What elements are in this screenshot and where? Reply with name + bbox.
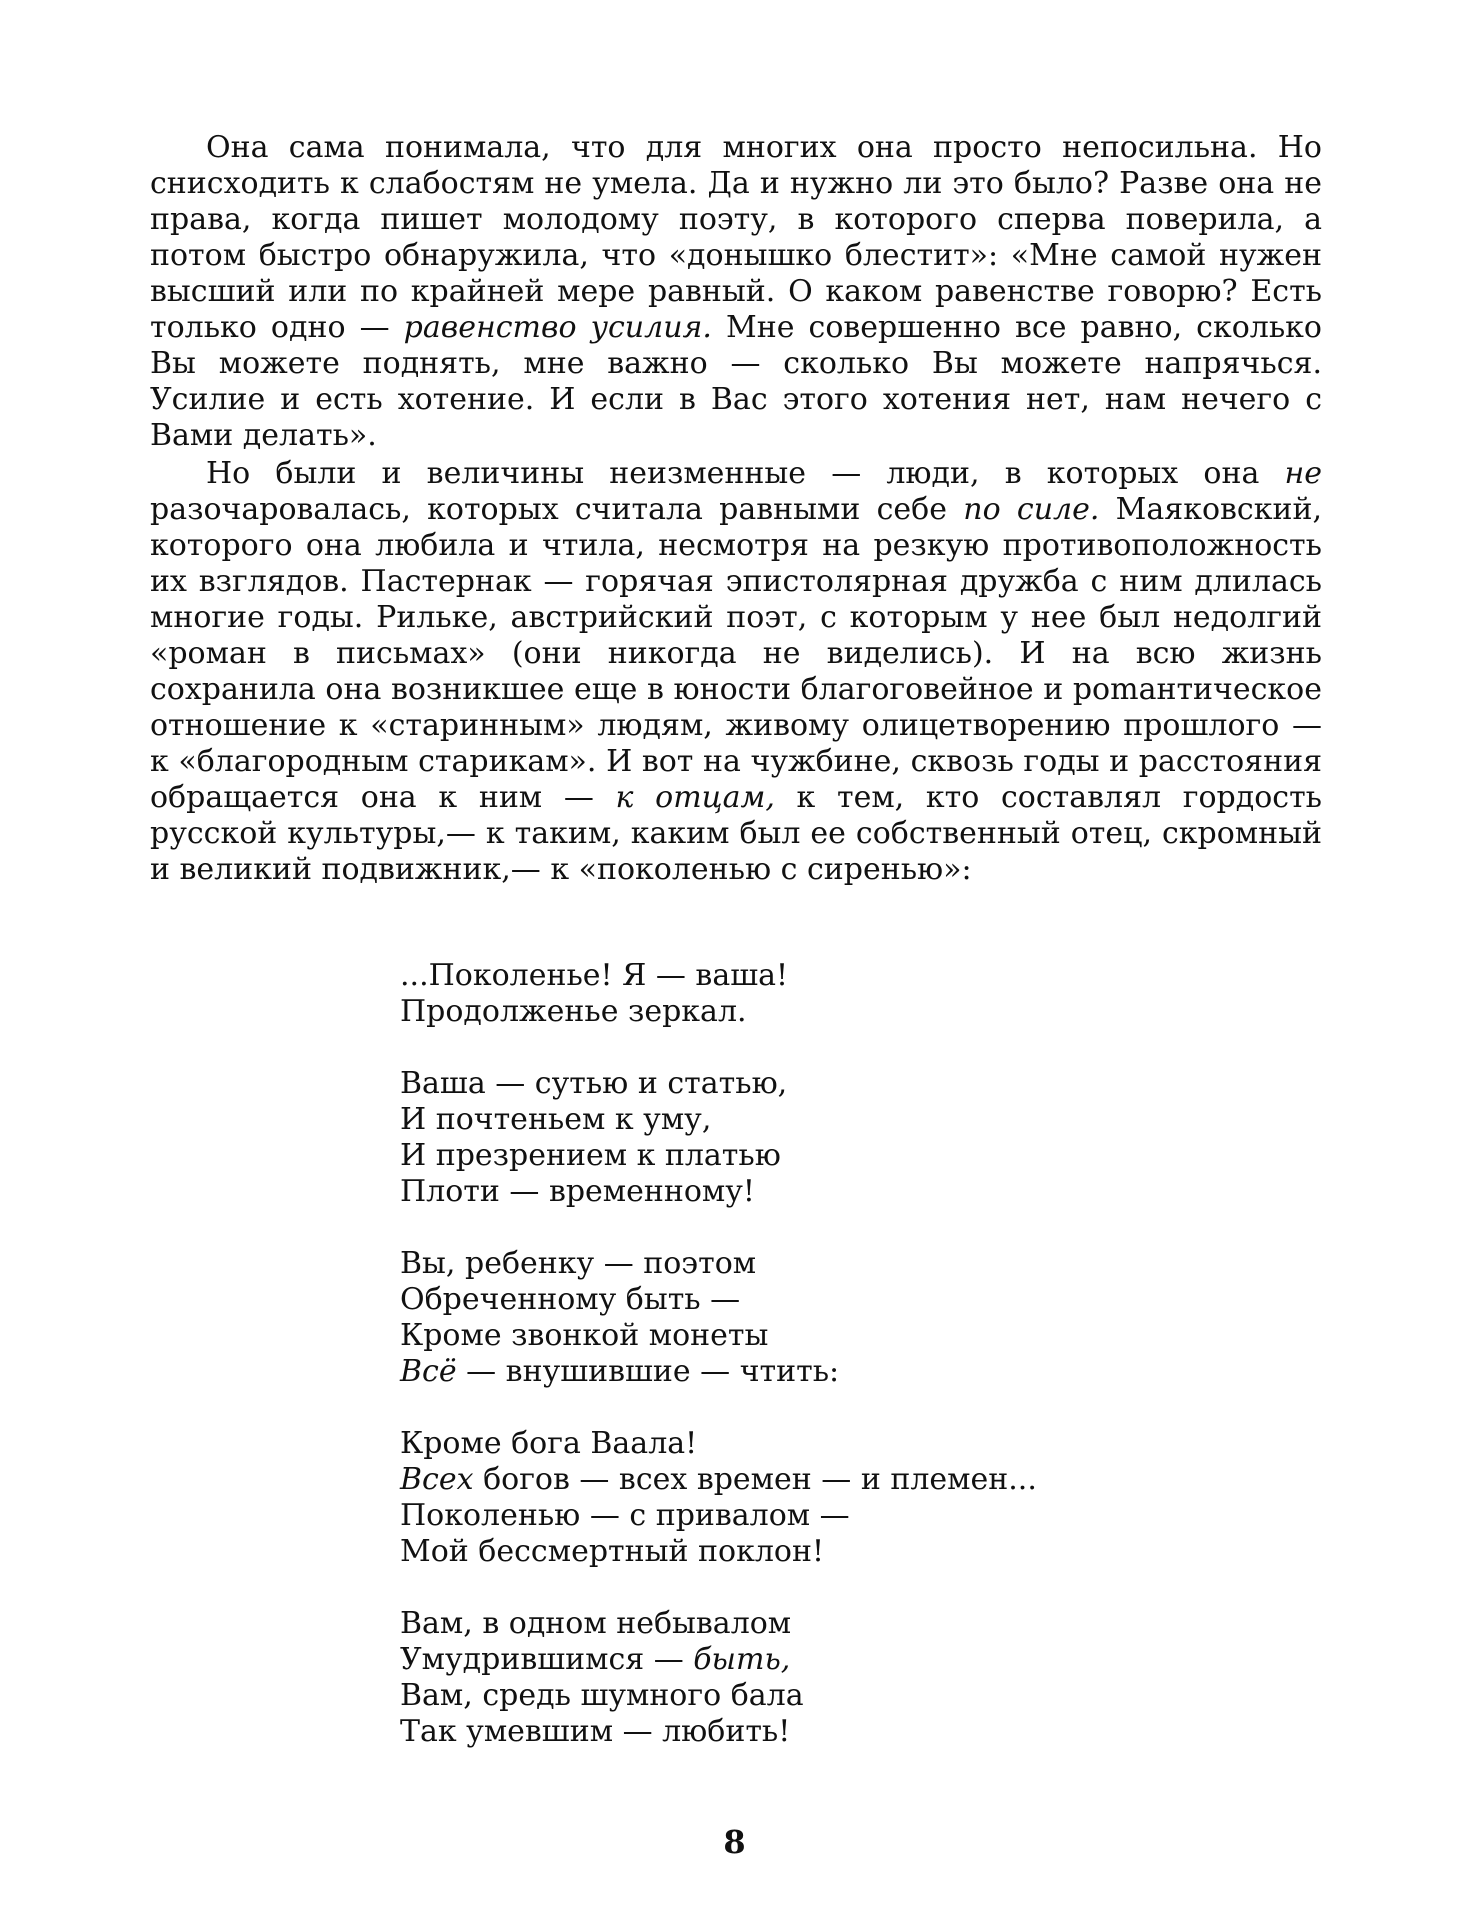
verse-line <box>400 1066 1160 1102</box>
prose-block <box>150 130 1322 888</box>
poem <box>400 958 1160 1786</box>
text-segment: Но были и величины неизменные — люди, в которых она <box>206 456 1285 491</box>
text-segment: разочаровалась, которых считала равными себе <box>150 492 964 527</box>
paragraph <box>150 130 1322 454</box>
text-segment: ...Поколенье! Я — ваша! <box>400 958 789 993</box>
verse-line <box>400 958 1160 994</box>
italic-segment: не <box>1284 456 1322 491</box>
text-segment: Она сама понимала, что для многих она просто непосильна. Но снисходить к слабостям не умела. Да и нужно ли это было? Разве она не права, когда пишет молодому поэту, в которого сперва поверила, а потом быстро обнаружила, что «донышко блестит»: «Мне самой нужен высший или по крайней мере равный. О каком равенстве говорю? Есть только одно — <box>150 130 1322 345</box>
stanza <box>400 1606 1160 1750</box>
verse-line <box>400 1354 1160 1390</box>
text-segment: Обреченному быть — <box>400 1282 741 1317</box>
verse-line <box>400 1534 1160 1570</box>
italic-segment: Всех <box>400 1462 474 1497</box>
verse-line <box>400 1102 1160 1138</box>
page-number: 8 <box>723 1823 746 1861</box>
verse-line <box>400 1642 1160 1678</box>
verse-line <box>400 1426 1160 1462</box>
text-segment: Вам, в одном небывалом <box>400 1606 792 1641</box>
italic-segment: Всё <box>400 1354 457 1389</box>
text-segment: И почтеньем к уму, <box>400 1102 712 1137</box>
italic-segment: к отцам, <box>615 780 775 815</box>
text-segment: Поколенью — с привалом — <box>400 1498 850 1533</box>
italic-segment: быть, <box>693 1642 791 1677</box>
stanza <box>400 958 1160 1030</box>
text-segment: Вам, средь шумного бала <box>400 1678 804 1713</box>
text-segment: — внушившие — чтить: <box>456 1354 840 1389</box>
text-segment: И презрением к платью <box>400 1138 781 1173</box>
text-segment: Вы, ребенку — поэтом <box>400 1246 757 1281</box>
text-segment: Ваша — сутью и статью, <box>400 1066 788 1101</box>
verse-line <box>400 1606 1160 1642</box>
text-segment: Плоти — временному! <box>400 1174 755 1209</box>
stanza <box>400 1426 1160 1570</box>
verse-line <box>400 1318 1160 1354</box>
verse-line <box>400 1462 1160 1498</box>
text-segment: богов — всех времен — и племен... <box>473 1462 1037 1497</box>
text-segment: Так умевшим — любить! <box>400 1714 791 1749</box>
verse-line <box>400 1714 1160 1750</box>
verse-line <box>400 1174 1160 1210</box>
verse-line <box>400 1138 1160 1174</box>
text-segment: Кроме звонкой монеты <box>400 1318 769 1353</box>
verse-line <box>400 1282 1160 1318</box>
text-segment: Мой бессмертный поклон! <box>400 1534 824 1569</box>
italic-segment: по силе. <box>963 492 1100 527</box>
verse-line <box>400 1678 1160 1714</box>
verse-line <box>400 994 1160 1030</box>
verse-line <box>400 1498 1160 1534</box>
text-segment: Мне совершенно все равно, сколько Вы можете поднять, мне важно — сколько Вы можете напрячься. Усилие и есть хотение. И если в Вас этого хотения нет, нам нечего с Вами делать». <box>150 310 1322 453</box>
stanza <box>400 1066 1160 1210</box>
text-segment: к тем, кто составлял гордость русской культуры,— к таким, каким был ее собственный отец, скромный и великий подвижник,— к «поколенью с сиренью»: <box>150 780 1323 887</box>
text-segment: Продолженье зеркал. <box>400 994 747 1029</box>
text-segment: Умудрившимся — <box>400 1642 694 1677</box>
text-segment: Маяковский, которого она любила и чтила, несмотря на резкую противоположность их взглядов. Пастернак — горячая эпистолярная дружба с ним длилась многие годы. Рильке, австрийский поэт, с которым у нее был недолгий «роман в письмах» (они никогда не виделись). И на всю жизнь сохранила она возникшее еще в юности благоговейное и роmантическое отношение к «старинным» людям, живому олицетворению прошлого — к «благородным старикам». И вот на чужбине, сквозь годы и расстояния обращается она к ним — <box>150 492 1322 815</box>
stanza <box>400 1246 1160 1390</box>
paragraph <box>150 456 1322 888</box>
text-segment: Кроме бога Ваала! <box>400 1426 698 1461</box>
verse-line <box>400 1246 1160 1282</box>
italic-segment: равенство усилия. <box>403 310 712 345</box>
